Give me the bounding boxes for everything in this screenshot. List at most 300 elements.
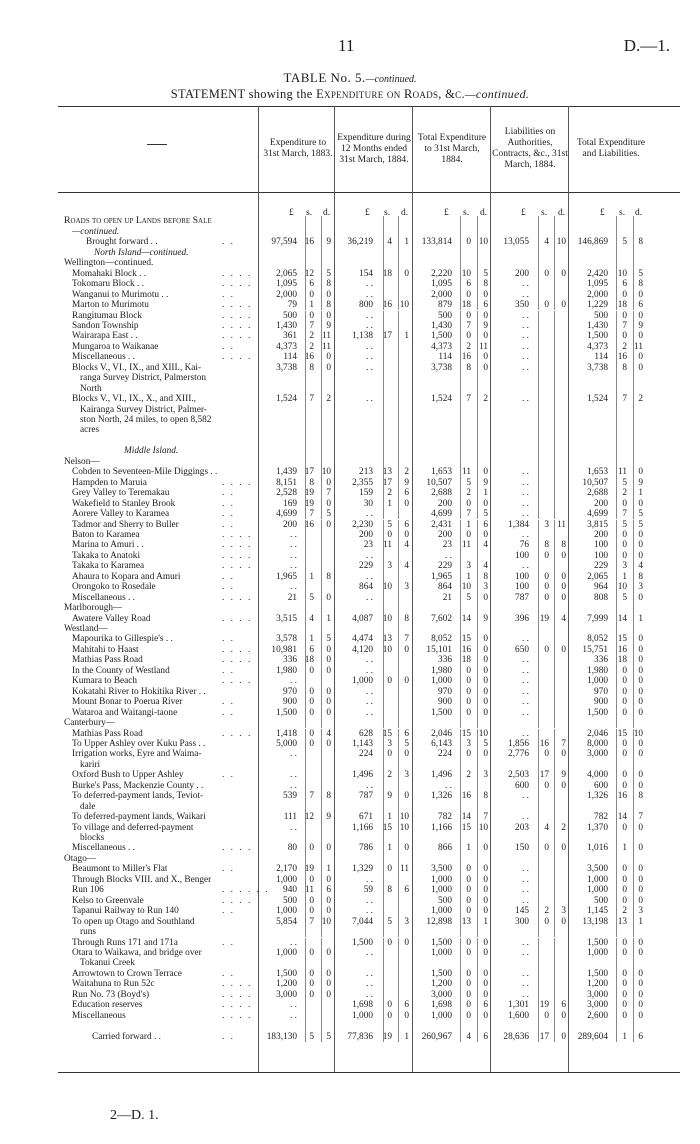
money-divider: [633, 990, 634, 1000]
pence-cell: 0: [638, 947, 643, 958]
shillings-cell: 0: [622, 707, 627, 718]
money-divider: [616, 708, 617, 718]
table-row: [0, 749, 700, 759]
shillings-cell: 7: [466, 509, 471, 520]
shillings-cell: 2: [309, 331, 314, 342]
pence-cell: 0: [561, 644, 566, 655]
shillings-cell: 15: [382, 822, 392, 833]
shillings-cell: 0: [309, 686, 314, 697]
pounds-cell: 1,524: [587, 394, 608, 405]
money-divider: [633, 666, 634, 676]
row-label: Otago—: [64, 853, 97, 864]
money-divider: [554, 342, 555, 352]
pounds-cell: 396: [515, 613, 529, 624]
money-divider: [477, 708, 478, 718]
money-divider: [383, 520, 384, 530]
pounds-cell: 1,524: [431, 394, 452, 405]
shillings-cell: 10: [617, 582, 627, 593]
money-divider: [383, 938, 384, 948]
pence-cell: 0: [561, 268, 566, 279]
pounds-cell: 1,965: [276, 571, 297, 582]
shillings-cell: 0: [622, 979, 627, 990]
shillings-cell: 4: [544, 237, 549, 248]
shillings-cell: 18: [461, 655, 471, 666]
money-divider: [321, 812, 322, 822]
shillings-cell: 0: [466, 1000, 471, 1011]
pence-cell: 0: [638, 362, 643, 373]
money-divider: [460, 760, 461, 770]
table-row: [0, 258, 700, 268]
money-divider: [554, 321, 555, 331]
pence-cell: 1: [404, 237, 409, 248]
table-row: [0, 405, 700, 415]
pounds-cell: 7,044: [352, 916, 373, 927]
money-divider: [305, 478, 306, 488]
shillings-cell: 5: [622, 237, 627, 248]
pounds-cell: 229: [359, 561, 373, 572]
money-divider: [305, 708, 306, 718]
pence-cell: 6: [483, 1000, 488, 1011]
pounds-cell: 970: [438, 686, 452, 697]
row-label: Takaka to Anatoki: [72, 550, 141, 561]
pounds-cell: 200: [515, 268, 529, 279]
pounds-cell: 200: [283, 519, 297, 530]
money-divider: [398, 540, 399, 550]
money-divider: [554, 1000, 555, 1010]
leader-dots: . .: [222, 1031, 235, 1042]
shillings-cell: 0: [622, 289, 627, 300]
row-label: Westland—: [64, 624, 108, 634]
money-divider: [477, 551, 478, 561]
shillings-cell: 16: [304, 352, 314, 363]
money-divider: [321, 1011, 322, 1021]
shillings-cell: 11: [462, 540, 471, 551]
shillings-cell: 0: [466, 498, 471, 509]
pounds-cell: 4,373: [431, 341, 452, 352]
money-divider: [633, 603, 634, 613]
money-divider: [460, 708, 461, 718]
shillings-cell: 19: [382, 1031, 392, 1042]
shillings-cell: 5: [309, 592, 314, 603]
leader-dots: . . . .: [222, 300, 253, 311]
money-divider: [460, 624, 461, 634]
money-divider: [633, 708, 634, 718]
pounds-cell: . .: [366, 362, 373, 373]
table-row: [0, 875, 700, 885]
money-divider: [633, 739, 634, 749]
pence-cell: 0: [483, 644, 488, 655]
money-divider: [538, 729, 539, 739]
money-divider: [616, 948, 617, 958]
money-divider: [305, 1032, 306, 1042]
shillings-cell: 6: [309, 644, 314, 655]
money-divider: [383, 290, 384, 300]
row-label: Awatere Valley Road: [72, 613, 151, 624]
shillings-cell: 0: [544, 843, 549, 854]
table-bottom-rule: [58, 1072, 680, 1073]
money-divider: [477, 227, 478, 237]
shillings-cell: 12: [304, 812, 314, 823]
money-divider: [460, 530, 461, 540]
shillings-cell: 5: [622, 519, 627, 530]
money-divider: [554, 248, 555, 258]
statement-prefix: STATEMENT showing the: [170, 87, 317, 101]
pounds-cell: 782: [594, 812, 608, 823]
money-divider: [538, 509, 539, 519]
money-divider: [477, 875, 478, 885]
pounds-cell: 146,869: [577, 237, 608, 248]
money-divider: [538, 979, 539, 989]
money-divider: [616, 885, 617, 895]
money-divider: [633, 415, 634, 425]
unit-label: £: [521, 208, 526, 218]
pounds-cell: 224: [438, 749, 452, 760]
row-label: Kairanga Survey District, Palmer-: [80, 404, 207, 415]
pounds-cell: 77,836: [347, 1031, 373, 1042]
table-row: [0, 843, 700, 853]
header-dash: [147, 144, 167, 145]
pence-cell: 8: [483, 571, 488, 582]
money-divider: [616, 760, 617, 770]
pounds-cell: 970: [594, 686, 608, 697]
page-footer-signature: 2—D. 1.: [110, 1108, 159, 1123]
money-divider: [305, 1021, 306, 1031]
pounds-cell: . .: [522, 289, 529, 300]
money-divider: [633, 1021, 634, 1031]
table-row: [0, 499, 700, 509]
money-divider: [538, 300, 539, 310]
pounds-cell: 8,052: [587, 634, 608, 645]
money-divider: [554, 530, 555, 540]
leader-dots: . . . .: [222, 613, 253, 624]
money-divider: [383, 321, 384, 331]
money-divider: [633, 718, 634, 728]
pounds-cell: 76: [519, 540, 529, 551]
money-divider: [616, 415, 617, 425]
money-divider: [383, 457, 384, 467]
pounds-cell: 970: [283, 686, 297, 697]
row-label: Irrigation works, Eyre and Waima-: [72, 749, 202, 760]
pounds-cell: 6,143: [431, 738, 452, 749]
pence-cell: 9: [326, 812, 331, 823]
shillings-cell: 3: [544, 519, 549, 530]
pounds-cell: 500: [438, 895, 452, 906]
money-divider: [398, 561, 399, 571]
pounds-cell: 2,000: [587, 289, 608, 300]
money-divider: [633, 906, 634, 916]
row-label: blocks: [80, 833, 105, 843]
pence-cell: 5: [483, 509, 488, 520]
money-divider: [398, 446, 399, 456]
shillings-cell: 2: [622, 488, 627, 499]
money-divider: [321, 509, 322, 519]
pounds-cell: . .: [522, 676, 529, 687]
pence-cell: 7: [561, 738, 566, 749]
pence-cell: 5: [326, 1031, 331, 1042]
pounds-cell: 1,145: [587, 906, 608, 917]
pence-cell: 0: [561, 1010, 566, 1021]
money-divider: [538, 760, 539, 770]
pounds-cell: . .: [522, 362, 529, 373]
money-divider: [538, 864, 539, 874]
table-row: [0, 969, 700, 979]
money-divider: [538, 321, 539, 331]
pence-cell: 0: [638, 989, 643, 1000]
money-divider: [538, 405, 539, 415]
money-divider: [398, 258, 399, 268]
pence-cell: 0: [483, 885, 488, 896]
shillings-cell: 1: [309, 571, 314, 582]
pence-cell: 0: [483, 707, 488, 718]
money-divider: [321, 478, 322, 488]
pounds-cell: 786: [359, 843, 373, 854]
shillings-cell: 18: [617, 655, 627, 666]
money-divider: [477, 676, 478, 686]
money-divider: [477, 802, 478, 812]
pence-cell: 3: [404, 582, 409, 593]
money-divider: [616, 802, 617, 812]
pounds-cell: 114: [594, 352, 608, 363]
row-label: Middle Island.: [124, 446, 179, 457]
money-divider: [383, 969, 384, 979]
money-divider: [321, 843, 322, 853]
pence-cell: 1: [404, 1031, 409, 1042]
table-row: [0, 948, 700, 958]
money-divider: [554, 1032, 555, 1042]
money-divider: [305, 802, 306, 812]
shillings-cell: 0: [622, 498, 627, 509]
money-divider: [305, 530, 306, 540]
shillings-cell: 0: [309, 665, 314, 676]
pounds-cell: 300: [515, 916, 529, 927]
row-label: In the County of Westland: [72, 665, 170, 676]
money-divider: [616, 906, 617, 916]
table-row: [0, 979, 700, 989]
leader-dots: . .: [222, 665, 235, 676]
money-divider: [383, 311, 384, 321]
money-divider: [616, 979, 617, 989]
row-label: Miscellaneous . .: [72, 352, 135, 363]
table-row: [0, 593, 700, 603]
money-divider: [321, 614, 322, 624]
money-divider: [538, 697, 539, 707]
shillings-cell: 2: [466, 488, 471, 499]
leader-dots: . . . .: [222, 728, 253, 739]
shillings-cell: 2: [544, 906, 549, 917]
money-divider: [321, 216, 322, 226]
pence-cell: 0: [638, 289, 643, 300]
money-divider: [383, 1021, 384, 1031]
pounds-cell: 1,384: [508, 519, 529, 530]
shillings-cell: 18: [304, 655, 314, 666]
pence-cell: 4: [404, 561, 409, 572]
table-row: [0, 739, 700, 749]
shillings-cell: 7: [309, 916, 314, 927]
money-divider: [398, 655, 399, 665]
money-divider: [477, 311, 478, 321]
money-divider: [398, 802, 399, 812]
pounds-cell: 2,230: [352, 519, 373, 530]
money-divider: [633, 770, 634, 780]
money-divider: [633, 823, 634, 833]
money-divider: [383, 363, 384, 373]
money-divider: [616, 446, 617, 456]
money-divider: [383, 875, 384, 885]
pence-cell: 9: [638, 477, 643, 488]
money-divider: [633, 499, 634, 509]
row-label: Marlborough—: [64, 603, 123, 614]
money-divider: [554, 603, 555, 613]
pounds-cell: . .: [366, 509, 373, 520]
shillings-cell: 7: [622, 394, 627, 405]
money-divider: [554, 958, 555, 968]
money-divider: [554, 237, 555, 247]
money-divider: [321, 227, 322, 237]
money-divider: [383, 352, 384, 362]
table-row: [0, 227, 700, 237]
money-divider: [321, 425, 322, 435]
money-divider: [383, 425, 384, 435]
row-label: Canterbury—: [64, 718, 116, 729]
row-label: Nelson—: [64, 456, 100, 467]
shillings-cell: 0: [622, 864, 627, 875]
money-divider: [460, 1000, 461, 1010]
money-divider: [554, 896, 555, 906]
money-divider: [398, 833, 399, 843]
money-divider: [538, 331, 539, 341]
money-divider: [460, 290, 461, 300]
shillings-cell: 0: [466, 885, 471, 896]
statement-subject: Expenditure on Roads, &c.: [316, 87, 465, 101]
money-divider: [383, 927, 384, 937]
pounds-cell: . .: [290, 822, 297, 833]
money-divider: [616, 290, 617, 300]
shillings-cell: 10: [461, 268, 471, 279]
shillings-cell: 17: [382, 477, 392, 488]
pounds-cell: . .: [522, 791, 529, 802]
money-divider: [538, 885, 539, 895]
pence-cell: 6: [561, 1000, 566, 1011]
money-divider: [305, 666, 306, 676]
pence-cell: 8: [638, 279, 643, 290]
shillings-cell: 16: [461, 644, 471, 655]
money-divider: [321, 363, 322, 373]
money-divider: [321, 708, 322, 718]
money-divider: [554, 311, 555, 321]
money-divider: [554, 269, 555, 279]
leader-dots: . . . .: [222, 331, 253, 342]
pence-cell: 0: [638, 937, 643, 948]
money-divider: [477, 248, 478, 258]
shillings-cell: 0: [466, 895, 471, 906]
money-divider: [616, 1000, 617, 1010]
money-divider: [383, 718, 384, 728]
money-divider: [616, 624, 617, 634]
leader-dots: . . . .: [222, 989, 253, 1000]
row-label: Mungaroa to Waikanae: [72, 341, 159, 352]
shillings-cell: 16: [617, 352, 627, 363]
shillings-cell: 0: [622, 780, 627, 791]
money-divider: [305, 917, 306, 927]
money-divider: [477, 697, 478, 707]
pence-cell: 3: [404, 770, 409, 781]
pounds-cell: 21: [442, 592, 452, 603]
pence-cell: 1: [638, 488, 643, 499]
pence-cell: 8: [638, 571, 643, 582]
pounds-cell: . .: [290, 561, 297, 572]
pence-cell: 6: [483, 300, 488, 311]
pence-cell: 0: [483, 467, 488, 478]
money-divider: [554, 739, 555, 749]
pounds-cell: 13,198: [582, 916, 608, 927]
shillings-cell: 16: [304, 519, 314, 530]
pence-cell: 8: [326, 571, 331, 582]
pounds-cell: . .: [522, 937, 529, 948]
money-divider: [398, 405, 399, 415]
money-divider: [460, 749, 461, 759]
money-divider: [538, 687, 539, 697]
pounds-cell: 1,496: [431, 770, 452, 781]
leader-dots: . . . .: [222, 676, 253, 687]
table-row: [0, 216, 700, 226]
pounds-cell: . .: [522, 812, 529, 823]
pence-cell: 5: [483, 268, 488, 279]
pence-cell: 4: [561, 613, 566, 624]
money-divider: [383, 802, 384, 812]
money-divider: [633, 540, 634, 550]
money-divider: [398, 791, 399, 801]
money-divider: [305, 791, 306, 801]
leader-dots: . . . .: [222, 979, 253, 990]
shillings-cell: 0: [544, 268, 549, 279]
money-divider: [554, 854, 555, 864]
shillings-cell: 3: [387, 561, 392, 572]
money-divider: [398, 948, 399, 958]
pence-cell: 0: [326, 738, 331, 749]
pounds-cell: . .: [522, 498, 529, 509]
pence-cell: 4: [326, 728, 331, 739]
money-divider: [616, 321, 617, 331]
money-divider: [398, 958, 399, 968]
money-divider: [321, 1021, 322, 1031]
shillings-cell: 0: [309, 968, 314, 979]
money-divider: [460, 885, 461, 895]
shillings-cell: 17: [539, 1031, 549, 1042]
pounds-cell: 1,500: [587, 707, 608, 718]
row-label: Marton to Murimotu: [72, 300, 149, 311]
money-divider: [538, 227, 539, 237]
money-divider: [398, 248, 399, 258]
pounds-cell: 800: [359, 300, 373, 311]
money-divider: [305, 363, 306, 373]
pounds-cell: 111: [283, 812, 297, 823]
leader-dots: . .: [222, 968, 235, 979]
money-divider: [538, 969, 539, 979]
money-divider: [398, 843, 399, 853]
money-divider: [460, 311, 461, 321]
shillings-cell: 0: [622, 822, 627, 833]
pounds-cell: 3,000: [587, 1000, 608, 1011]
pounds-cell: 15,101: [426, 644, 452, 655]
row-label: Wairarapa East . .: [72, 331, 138, 342]
money-divider: [633, 687, 634, 697]
money-divider: [460, 446, 461, 456]
table-row: [0, 697, 700, 707]
money-divider: [321, 906, 322, 916]
money-divider: [538, 676, 539, 686]
shillings-cell: 13: [382, 467, 392, 478]
money-divider: [477, 530, 478, 540]
